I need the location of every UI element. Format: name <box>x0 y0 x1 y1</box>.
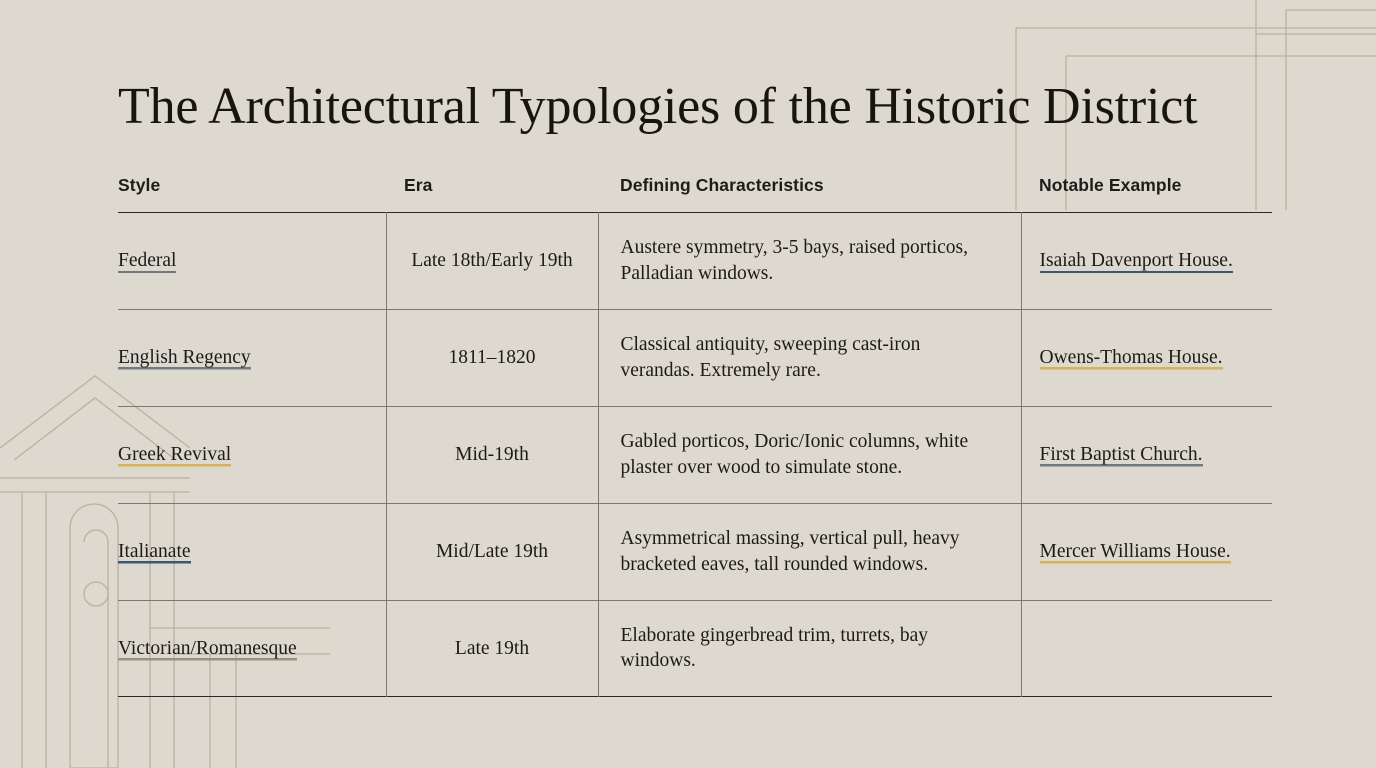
cell-era: Mid/Late 19th <box>386 503 598 600</box>
example-name: First Baptist Church. <box>1039 443 1203 465</box>
table-row <box>118 600 1272 697</box>
cell-era: Late 19th <box>386 600 598 697</box>
cell-characteristics: Elaborate gingerbread trim, turrets, bay windows. <box>598 600 1021 697</box>
page-title: The Architectural Typologies of the Historic District <box>118 78 1198 135</box>
cell-characteristics: Gabled porticos, Doric/Ionic columns, white plaster over wood to simulate stone. <box>598 406 1021 503</box>
cell-era: 1811–1820 <box>386 310 598 407</box>
example-name: Isaiah Davenport House. <box>1039 250 1233 272</box>
cell-style <box>118 600 386 697</box>
example-name: Mercer Williams House. <box>1039 540 1231 562</box>
style-name: Greek Revival <box>118 443 232 465</box>
column-header-era: Era <box>404 175 433 196</box>
table-header <box>118 175 1272 213</box>
style-name: Victorian/Romanesque <box>118 637 297 659</box>
table-header-row <box>118 175 1272 213</box>
column-header-example: Notable Example <box>1039 175 1182 196</box>
cell-era: Mid-19th <box>386 406 598 503</box>
cell-example <box>1021 406 1272 503</box>
cell-style <box>118 213 386 310</box>
cell-characteristics: Asymmetrical massing, vertical pull, heavy bracketed eaves, tall rounded windows. <box>598 503 1021 600</box>
cell-example <box>1021 213 1272 310</box>
style-name: English Regency <box>118 346 251 368</box>
table-row <box>118 406 1272 503</box>
typology-table <box>118 175 1272 697</box>
table-row <box>118 503 1272 600</box>
cell-example <box>1021 600 1272 697</box>
style-name: Federal <box>118 250 177 272</box>
cell-example <box>1021 503 1272 600</box>
cell-style <box>118 503 386 600</box>
style-name: Italianate <box>118 540 191 562</box>
cell-style <box>118 406 386 503</box>
example-name: Owens-Thomas House. <box>1039 346 1223 368</box>
column-header-characteristics: Defining Characteristics <box>620 175 824 196</box>
table-row <box>118 213 1272 310</box>
cell-example <box>1021 310 1272 407</box>
table-row <box>118 310 1272 407</box>
table-body <box>118 213 1272 697</box>
cell-characteristics: Classical antiquity, sweeping cast-iron verandas. Extremely rare. <box>598 310 1021 407</box>
column-header-style: Style <box>118 175 161 196</box>
cell-era: Late 18th/Early 19th <box>386 213 598 310</box>
cell-characteristics: Austere symmetry, 3-5 bays, raised porticos, Palladian windows. <box>598 213 1021 310</box>
cell-style <box>118 310 386 407</box>
